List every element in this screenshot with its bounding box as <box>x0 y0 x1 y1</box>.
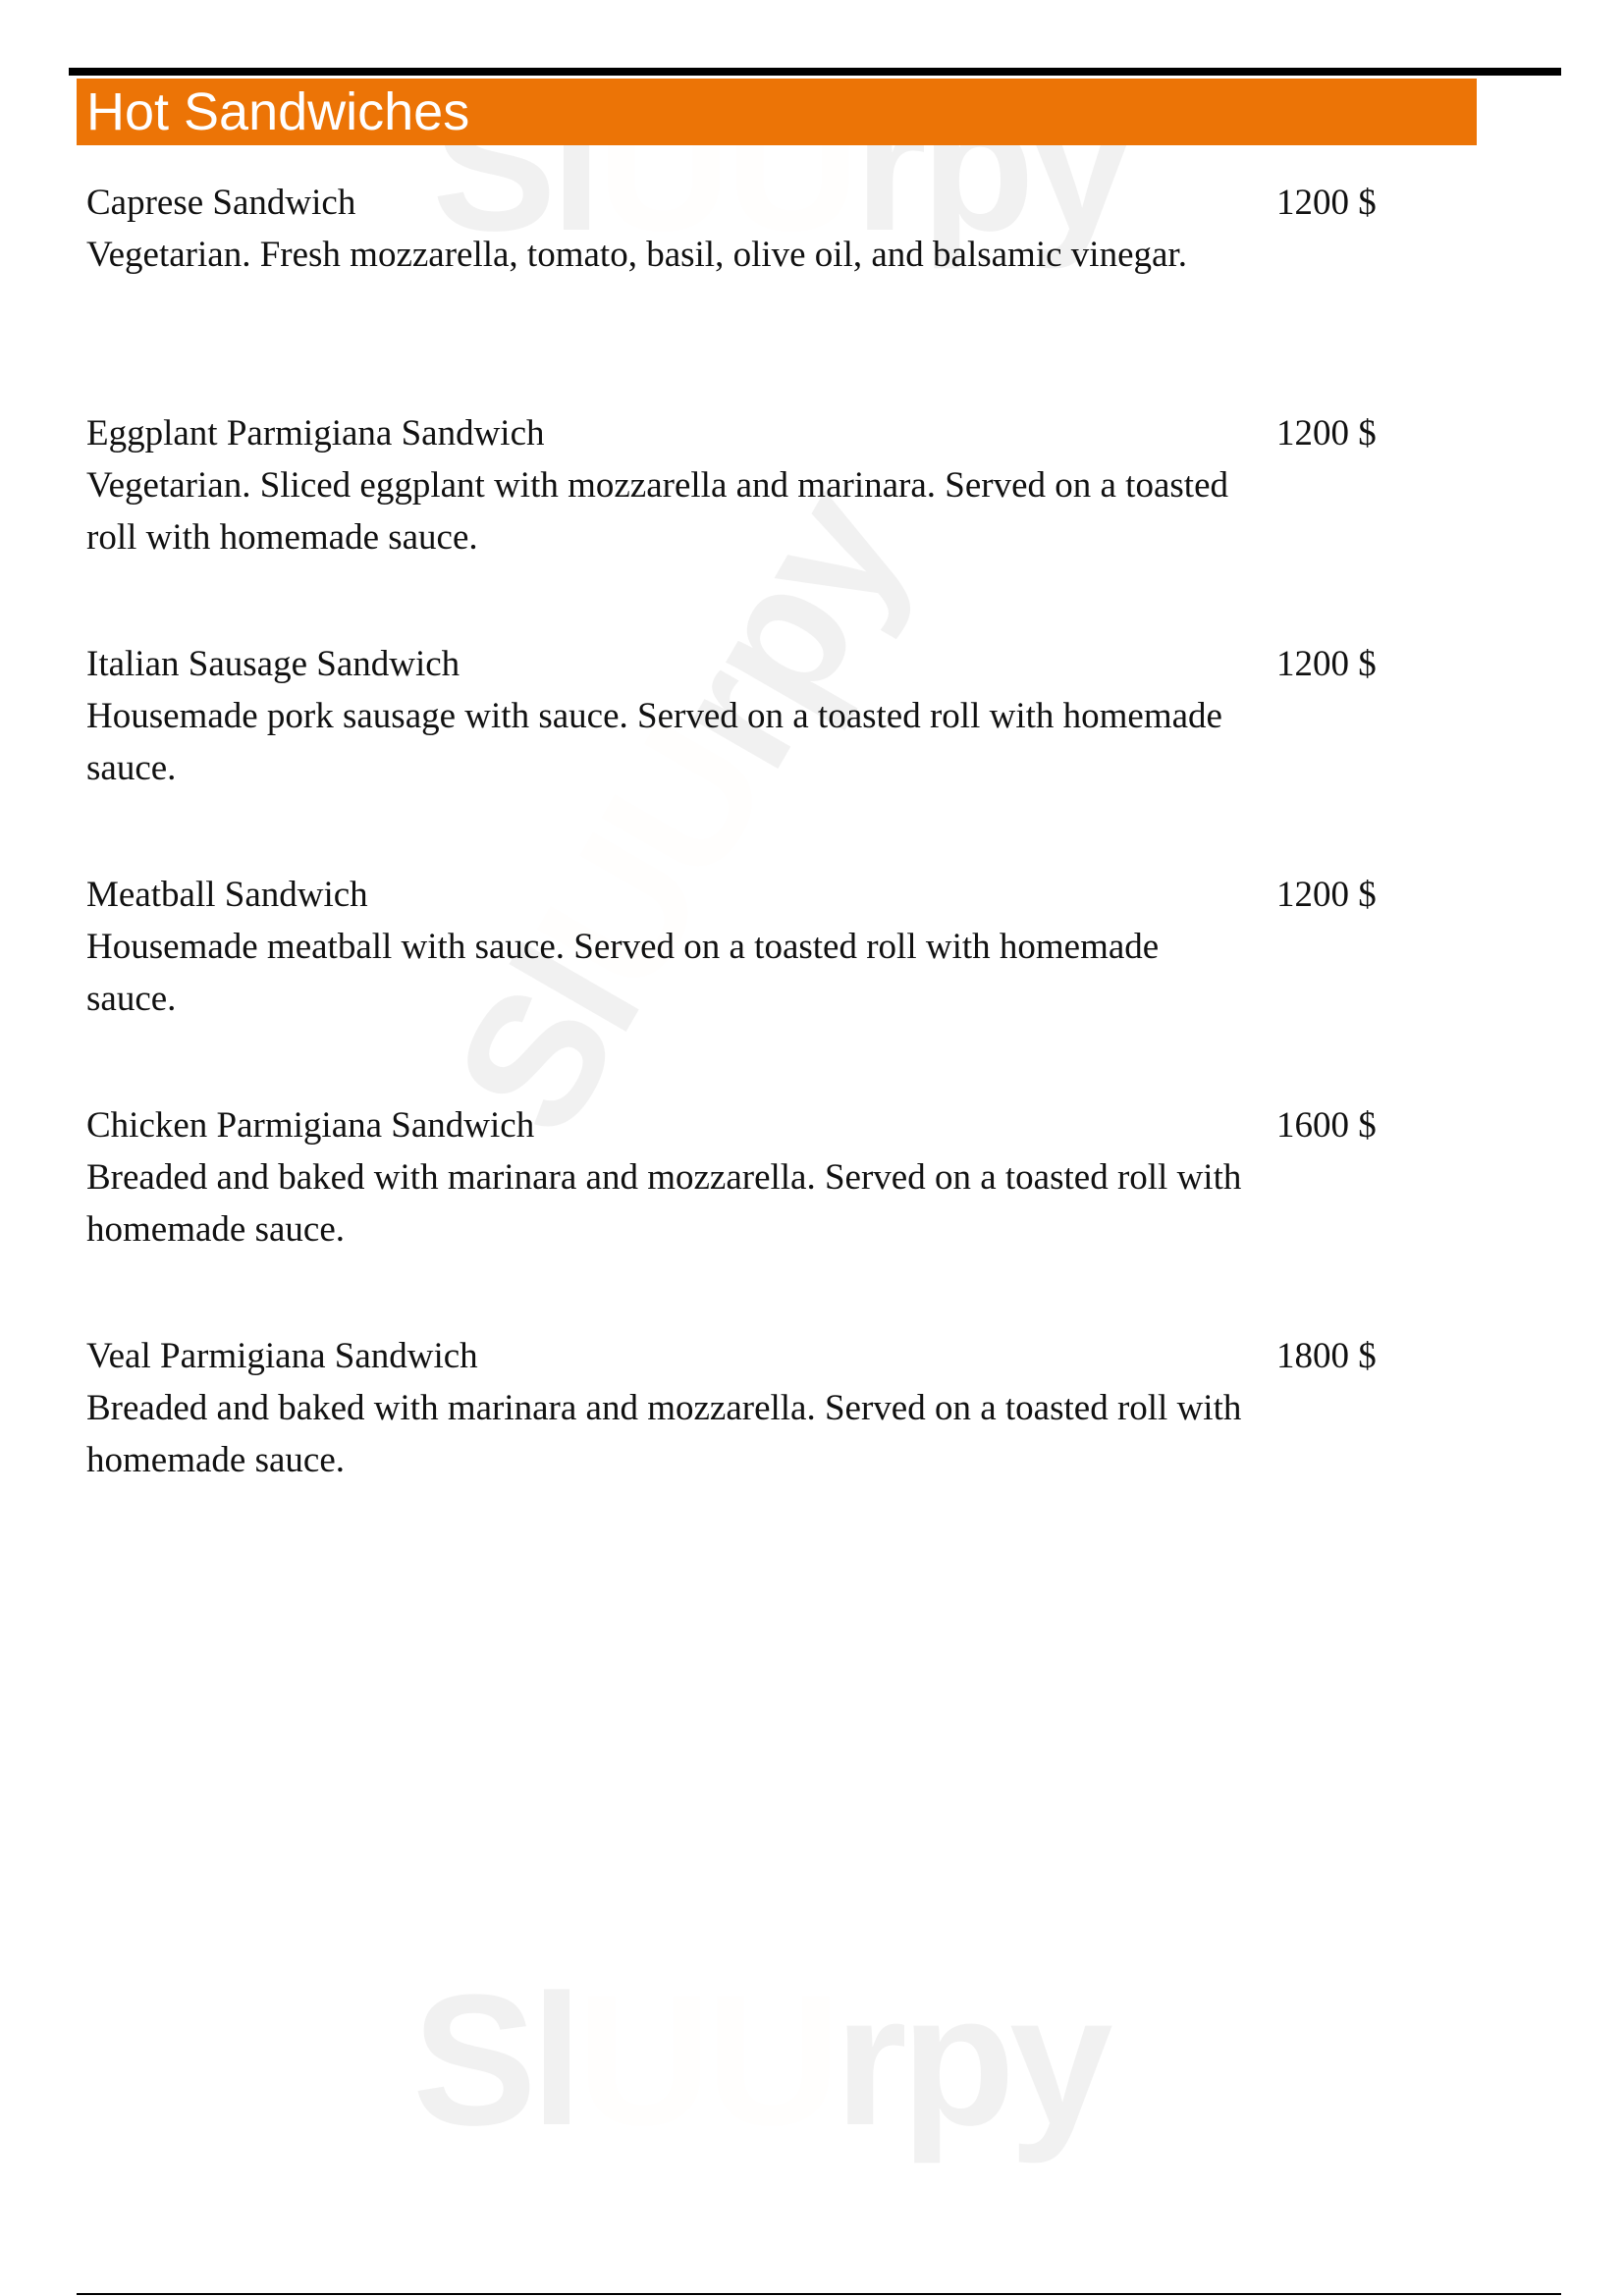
menu-item-veal-parmigiana <box>86 1330 1412 1486</box>
menu-item-caprese <box>86 177 1412 281</box>
item-name: Meatball Sandwich <box>86 875 368 915</box>
item-name: Veal Parmigiana Sandwich <box>86 1336 478 1376</box>
menu-item-chicken-parmigiana <box>86 1099 1412 1255</box>
menu-item-eggplant-parmigiana <box>86 407 1412 563</box>
item-name: Chicken Parmigiana Sandwich <box>86 1105 535 1146</box>
item-price: 1200 $ <box>1276 183 1377 223</box>
watermark-logo-middle: Slrpy <box>414 459 944 1166</box>
top-divider <box>69 68 1561 76</box>
item-name: Eggplant Parmigiana Sandwich <box>86 413 545 454</box>
item-name: Italian Sausage Sandwich <box>86 644 460 684</box>
item-description: Breaded and baked with marinara and mozzarella. Served on a toasted roll with homemade sauce. <box>86 1388 1242 1480</box>
item-price: 1200 $ <box>1276 875 1377 915</box>
item-price: 1600 $ <box>1276 1105 1377 1146</box>
bottom-divider <box>77 2293 1561 2295</box>
item-description: Housemade pork sausage with sauce. Served on a toasted roll with homemade sauce. <box>86 696 1222 788</box>
section-header <box>77 79 1477 145</box>
menu-item-meatball <box>86 869 1412 1025</box>
item-description: Vegetarian. Sliced eggplant with mozzarella and marinara. Served on a toasted roll with homemade sauce. <box>86 465 1228 558</box>
watermark-logo-bottom: Sl rpy <box>412 1956 1108 2164</box>
item-description: Vegetarian. Fresh mozzarella, tomato, basil, olive oil, and balsamic vinegar. <box>86 235 1187 275</box>
item-description: Breaded and baked with marinara and mozzarella. Served on a toasted roll with homemade sauce. <box>86 1157 1242 1250</box>
item-price: 1200 $ <box>1276 413 1377 454</box>
watermark-logo-top: Sl rpy <box>432 62 1127 270</box>
item-price: 1200 $ <box>1276 644 1377 684</box>
item-name: Caprese Sandwich <box>86 183 356 223</box>
item-description: Housemade meatball with sauce. Served on a toasted roll with homemade sauce. <box>86 927 1160 1019</box>
section-title: Hot Sandwiches <box>86 82 470 141</box>
item-price: 1800 $ <box>1276 1336 1377 1376</box>
menu-item-italian-sausage <box>86 638 1412 794</box>
